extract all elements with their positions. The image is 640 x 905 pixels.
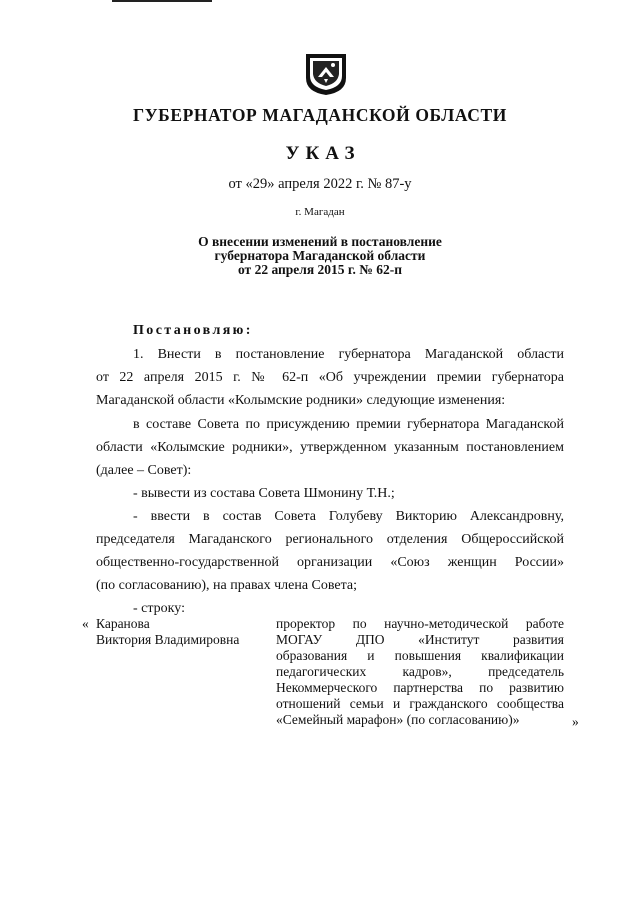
add-member-line2: председателя Магаданского регионального отделения Общероссийской [96, 532, 564, 547]
row-open-quote: « [82, 616, 89, 631]
member-position-line: «Семейный марафон» (по согласованию)» [276, 712, 520, 727]
council-line1: в составе Совета по присуждению премии губернатора Магаданской [133, 417, 564, 432]
remove-member-line: - вывести из состава Совета Шмонину Т.Н.; [133, 486, 395, 501]
subject-line: губернатора Магаданской области [214, 248, 426, 263]
subject-line: от 22 апреля 2015 г. № 62-п [237, 262, 402, 277]
member-position-line: отношений семьи и гражданского сообщества [276, 696, 564, 711]
member-name: Виктория Владимировна [96, 632, 240, 647]
member-surname: Каранова [96, 616, 150, 631]
row-close-quote: » [572, 714, 579, 729]
item1-line2: от 22 апреля 2015 г. № 62-п «Об учреждении премии губернатора [96, 370, 564, 385]
council-line2: области «Колымские родники», утвержденном указанным постановлением [96, 440, 564, 455]
member-position-line: проректор по научно-методической работе [276, 616, 564, 631]
governor-title: ГУБЕРНАТОР МАГАДАНСКОЙ ОБЛАСТИ [132, 105, 507, 125]
member-position-line: МОГАУ ДПО «Институт развития [276, 632, 564, 647]
add-member-line3: общественно-государственной организации «Союз женщин России» [96, 555, 564, 570]
member-position-line: образования и повышения квалификации [276, 648, 564, 663]
member-position-line: педагогических кадров», председатель [276, 664, 564, 679]
add-member-line1: - ввести в состав Совета Голубеву Викторию Александровну, [133, 509, 564, 524]
council-line3: (далее – Совет): [96, 463, 192, 478]
resolve-heading: Постановляю: [133, 323, 253, 338]
document-city: г. Магадан [295, 206, 345, 218]
item1-line3: Магаданской области «Колымские родники» следующие изменения: [96, 393, 506, 408]
document-subject [0, 235, 640, 277]
line-item-label: - строку: [133, 601, 185, 616]
coat-of-arms-emblem [304, 52, 348, 96]
member-position-line: Некоммерческого партнерства по развитию [276, 680, 564, 695]
add-member-line4: (по согласованию), на правах члена Совета; [96, 578, 358, 593]
scan-top-line [112, 0, 212, 2]
item1-line1: 1. Внести в постановление губернатора Магаданской области [133, 347, 564, 362]
document-date: от «29» апреля 2022 г. № 87-у [228, 176, 412, 192]
document-type: УКАЗ [285, 143, 361, 164]
subject-line: О внесении изменений в постановление [198, 234, 442, 249]
